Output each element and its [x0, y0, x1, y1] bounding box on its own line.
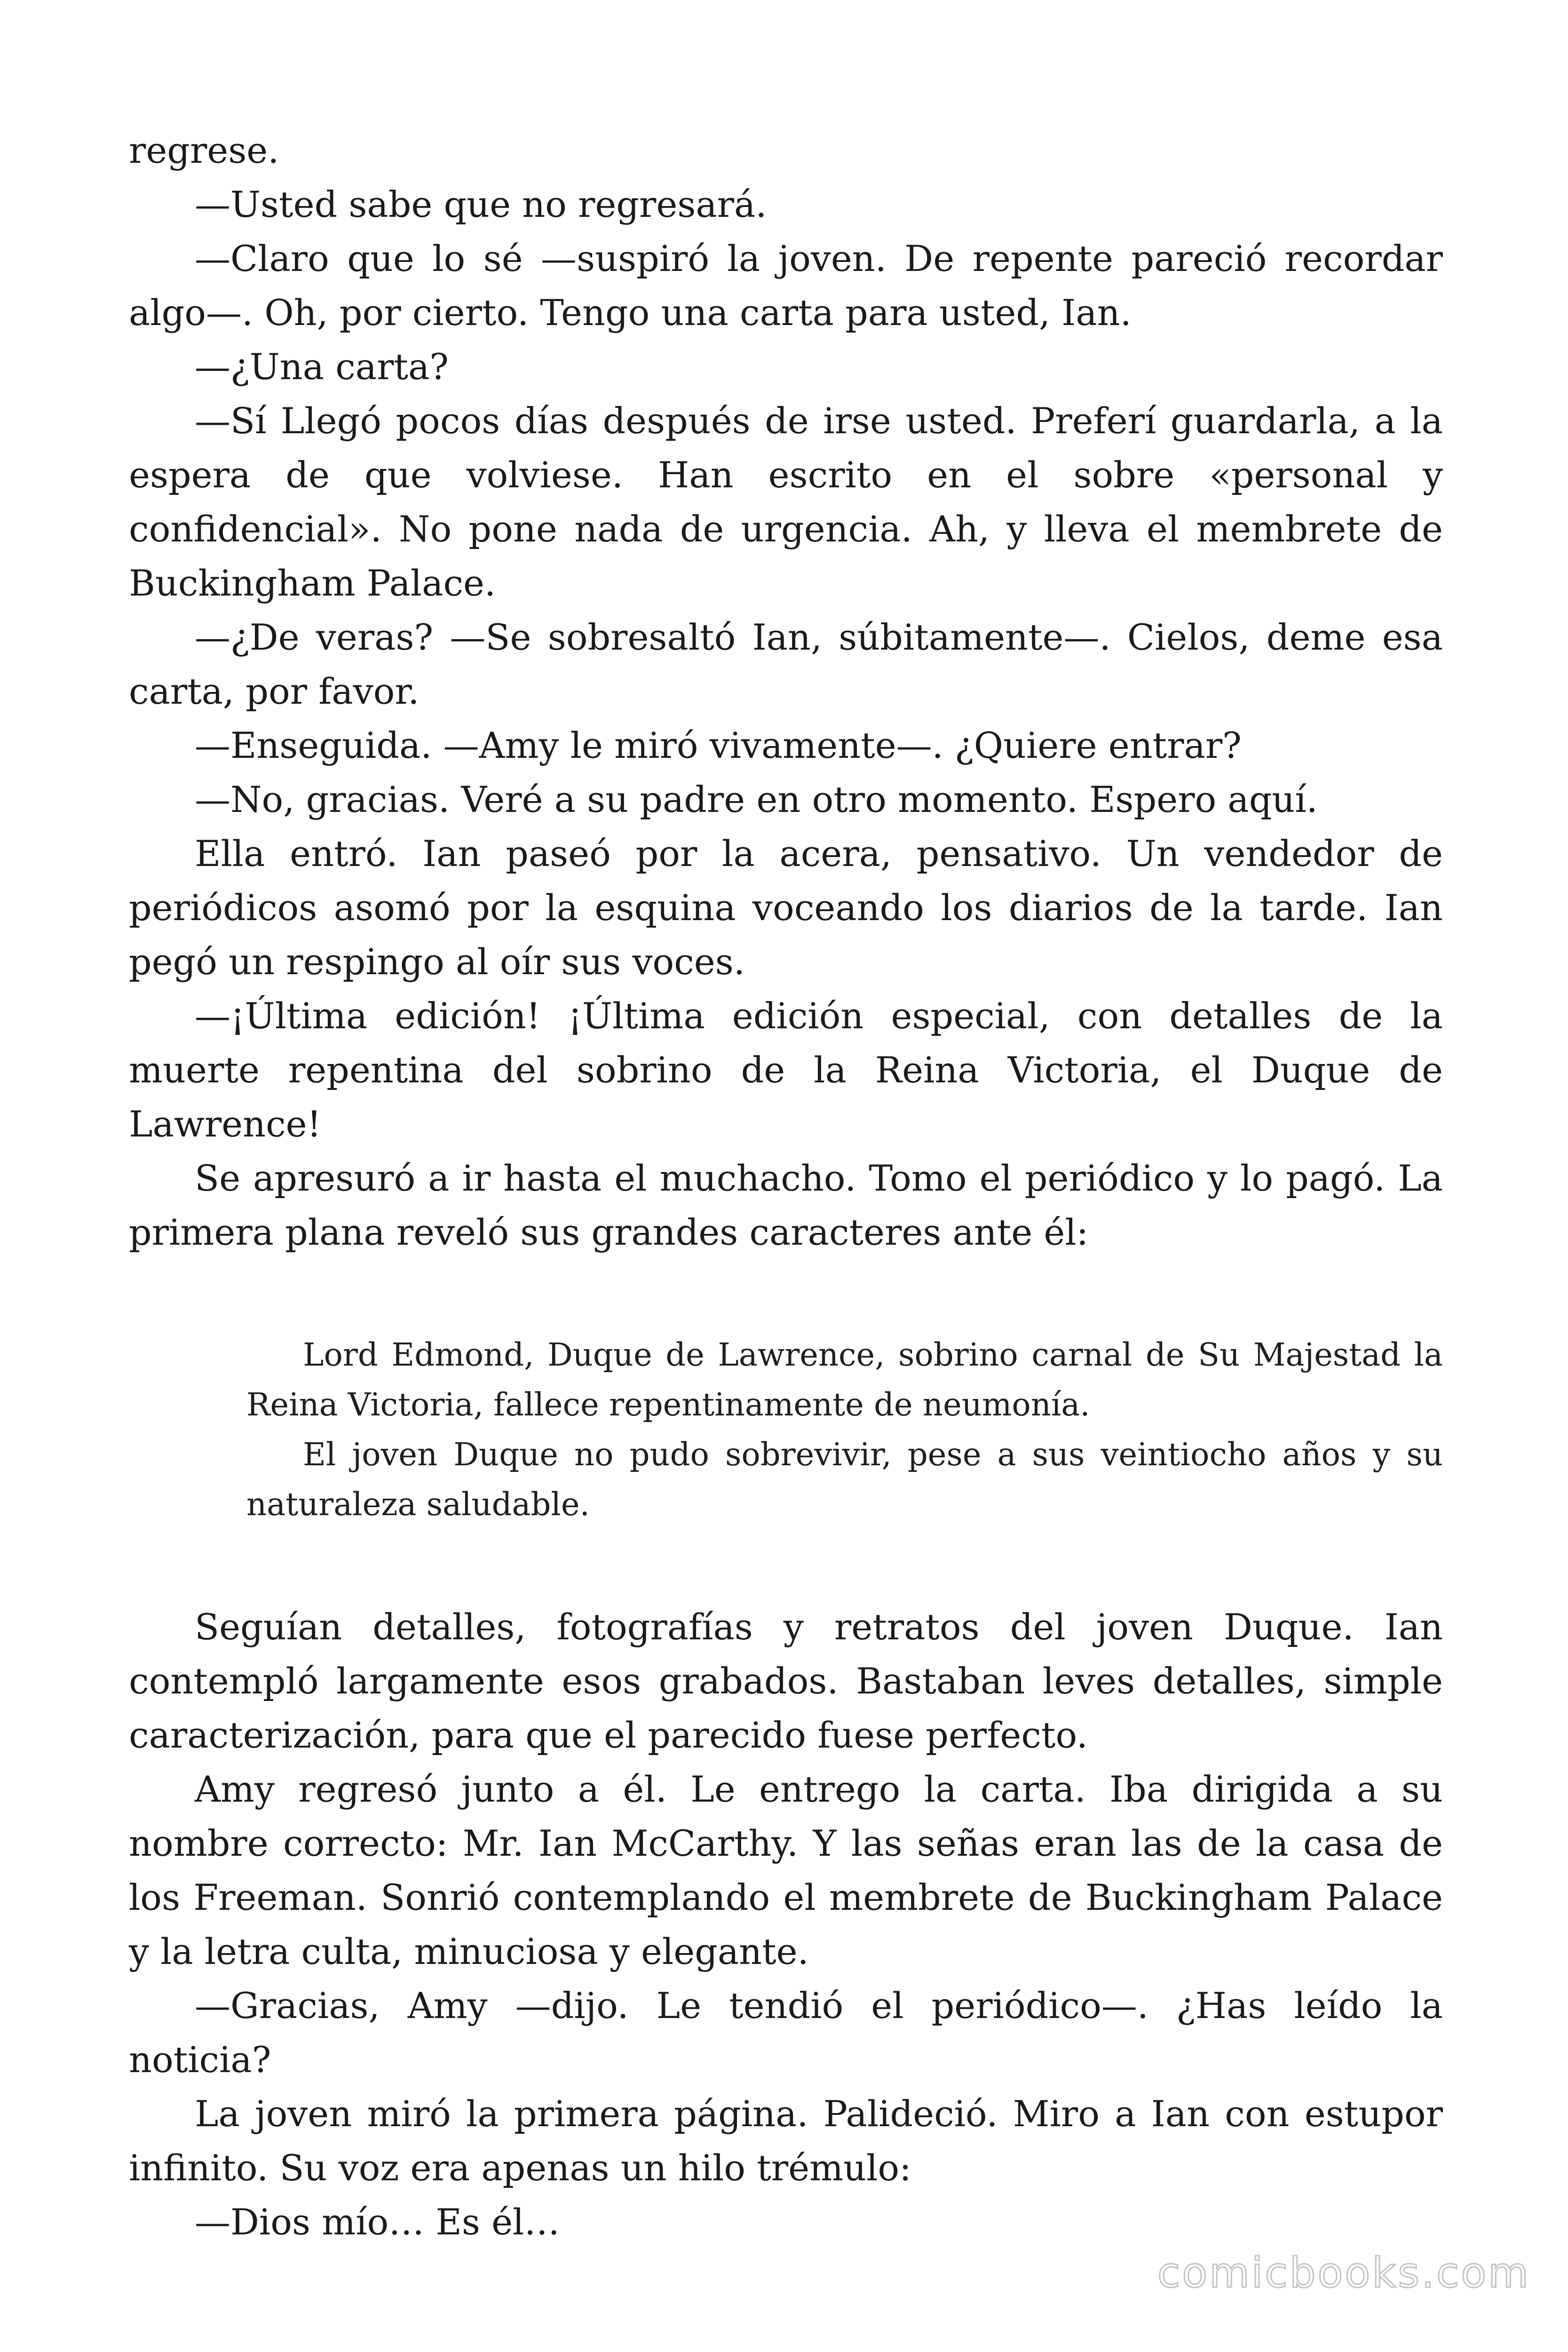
quote-paragraph: El joven Duque no pudo sobrevivir, pese a sus veintiocho años y su naturaleza saludable. [246, 1436, 1443, 1523]
paragraph: —Sí Llegó pocos días después de irse usted. Preferí guardarla, a la espera de que volviese. Han escrito en el sobre «personal y confidencial». No pone nada de urgencia. Ah, y lleva el membrete de Buckingham Palace. [129, 400, 1443, 604]
paragraph: —Enseguida. —Amy le miró vivamente—. ¿Quiere entrar? [195, 724, 1242, 766]
paragraph: La joven miró la primera página. Palideció. Miro a Ian con estupor infinito. Su voz era apenas un hilo trémulo: [129, 2093, 1443, 2189]
paragraph: —¿De veras? —Se sobresaltó Ian, súbitamente—. Cielos, deme esa carta, por favor. [129, 616, 1443, 712]
paragraph: Amy regresó junto a él. Le entrego la carta. Iba dirigida a su nombre correcto: Mr. Ian McCarthy. Y las señas eran las de la casa de los Freeman. Sonrió contemplando el membrete de Buckingham Palace y la letra culta, minuciosa y elegante. [129, 1768, 1443, 1972]
paragraph: Seguían detalles, fotografías y retratos del joven Duque. Ian contempló largamente esos grabados. Bastaban leves detalles, simple caracterización, para que el parecido fuese perfecto. [129, 1606, 1443, 1756]
paragraph: Se apresuró a ir hasta el muchacho. Tomo el periódico y lo pagó. La primera plana reveló sus grandes caracteres ante él: [129, 1157, 1443, 1253]
paragraph: —Usted sabe que no regresará. [195, 183, 767, 225]
paragraph: —Dios mío… Es él… [195, 2201, 560, 2243]
watermark: comicbooks.com [1157, 2249, 1530, 2297]
body-text-top [129, 123, 1443, 1259]
book-page [129, 123, 1443, 2249]
paragraph: —¡Última edición! ¡Última edición especial, con detalles de la muerte repentina del sobrino de la Reina Victoria, el Duque de Lawrence! [129, 995, 1443, 1145]
paragraph: —¿Una carta? [195, 346, 449, 388]
body-text-bottom [129, 1600, 1443, 2249]
paragraph: —Claro que lo sé —suspiró la joven. De repente pareció recordar algo—. Oh, por cierto. Tengo una carta para usted, Ian. [129, 238, 1443, 334]
paragraph: Ella entró. Ian paseó por la acera, pensativo. Un vendedor de periódicos asomó por la esquina voceando los diarios de la tarde. Ian pegó un respingo al oír sus voces. [129, 833, 1443, 983]
paragraph: regrese. [129, 129, 279, 171]
newspaper-quote [246, 1330, 1443, 1529]
paragraph: —Gracias, Amy —dijo. Le tendió el periódico—. ¿Has leído la noticia? [129, 1985, 1443, 2081]
quote-paragraph: Lord Edmond, Duque de Lawrence, sobrino carnal de Su Majestad la Reina Victoria, fallece repentinamente de neumonía. [246, 1336, 1443, 1423]
paragraph: —No, gracias. Veré a su padre en otro momento. Espero aquí. [195, 779, 1318, 820]
